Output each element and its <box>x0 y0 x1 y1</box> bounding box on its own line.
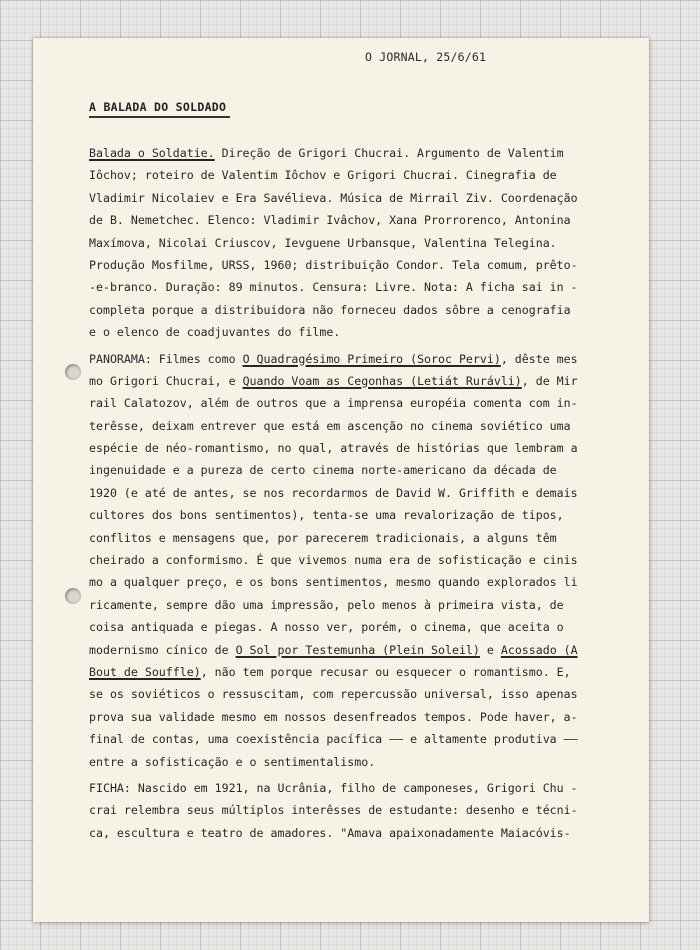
text-line <box>89 571 649 593</box>
text-segment: completa porque a distribuidora não forneceu dados sôbre a cenografia <box>89 302 571 317</box>
text-line <box>89 751 649 773</box>
text-line <box>89 209 649 231</box>
text-line <box>89 187 649 209</box>
punch-hole <box>65 588 81 604</box>
text-line <box>89 370 649 392</box>
text-segment: Direção de Grigori Chucrai. Argumento de Valentim <box>214 146 564 160</box>
underlined-text: O Quadragésimo Primeiro (Soroc Pervi) <box>242 351 501 366</box>
text-line <box>89 232 649 254</box>
text-segment: prova sua validade mesmo em nossos desenfreados tempos. Pode haver, a- <box>89 709 578 724</box>
text-segment: terêsse, deixam entrever que está em ascenção no cinema soviético uma <box>89 418 571 433</box>
text-segment: , de Mir <box>521 373 578 388</box>
text-segment: conflitos e mensagens que, por parecerem tradicionais, a alguns têm <box>89 530 557 545</box>
newspaper-date: O JORNAL, 25/6/61 <box>365 50 487 64</box>
text-line <box>89 822 649 844</box>
text-line <box>89 437 649 459</box>
text-segment: ingenuidade e a pureza de certo cinema norte-americano da década de <box>89 463 557 478</box>
text-segment: modernismo cínico de <box>89 642 236 657</box>
text-segment: final de contas, uma coexistência pacífica —— e altamente produtiva —— <box>89 732 578 747</box>
underlined-text: Balada o Soldatie. <box>89 146 215 160</box>
text-line <box>89 142 649 164</box>
text-segment: crai relembra seus múltiplos interêsses de estudante: desenho e técni- <box>89 803 578 818</box>
text-line <box>89 594 649 616</box>
text-segment: , dêste mes <box>500 351 578 366</box>
underlined-text: Quando Voam as Cegonhas (Letiát Rurávli) <box>242 373 522 388</box>
document-page <box>33 38 649 922</box>
text-line <box>89 799 649 821</box>
text-line <box>89 549 649 571</box>
text-line <box>89 504 649 526</box>
text-segment: Maxímova, Nicolai Criuscov, Ievguene Urbansque, Valentina Telegina. <box>89 235 557 250</box>
paragraph <box>89 142 649 344</box>
paragraph <box>89 348 649 773</box>
text-segment: mo Grigori Chucrai, e <box>89 373 243 388</box>
text-line <box>89 683 649 705</box>
text-line <box>89 299 649 321</box>
text-line <box>89 616 649 638</box>
text-segment: ricamente, sempre dão uma impressão, pelo menos à primeira vista, de <box>89 597 564 612</box>
text-line <box>89 392 649 414</box>
text-segment: cultores dos bons sentimentos), tenta-se uma revalorização de tipos, <box>89 508 564 523</box>
text-segment: FICHA: Nascido em 1921, na Ucrânia, filho de camponeses, Grigori Chu - <box>89 780 578 795</box>
underlined-text: Bout de Souffle) <box>89 664 201 679</box>
text-segment: ca, escultura e teatro de amadores. "Amava apaixonadamente Maiacóvis- <box>89 825 571 840</box>
text-line <box>89 527 649 549</box>
text-segment: entre a sofisticação e o sentimentalismo. <box>89 754 376 769</box>
text-segment: Produção Mosfilme, URSS, 1960; distribuição Condor. Tela comum, prêto- <box>89 257 578 272</box>
article-body <box>89 142 649 844</box>
text-segment: Iôchov; roteiro de Valentim Iôchov e Grigori Chucrai. Cinegrafia de <box>89 168 557 183</box>
underlined-text: O Sol por Testemunha (Plein Soleil) <box>235 642 480 657</box>
underlined-text: Acossado (A <box>500 642 578 657</box>
text-line <box>89 276 649 298</box>
text-segment: e o elenco de coadjuvantes do filme. <box>89 325 341 340</box>
text-segment: mo a qualquer preço, e os bons sentimentos, mesmo quando explorados li <box>89 575 578 590</box>
text-line <box>89 415 649 437</box>
text-segment: e <box>479 642 501 657</box>
text-segment: cheirado a conformismo. É que vivemos numa era de sofisticação e cinis <box>89 553 578 568</box>
paragraph <box>89 777 649 844</box>
text-segment: rail Calatozov, além de outros que a imprensa européia comenta com in- <box>89 396 578 411</box>
text-segment: coisa antiquada e piegas. A nosso ver, porém, o cinema, que aceita o <box>89 620 564 635</box>
text-line <box>89 164 649 186</box>
text-segment: se os soviéticos o ressuscitam, com repercussão universal, isso apenas <box>89 687 578 702</box>
text-segment: -e-branco. Duração: 89 minutos. Censura: Livre. Nota: A ficha sai in - <box>89 280 578 295</box>
text-line <box>89 728 649 750</box>
text-line <box>89 639 649 661</box>
text-line <box>89 348 649 370</box>
page-title: A BALADA DO SOLDADO <box>89 100 227 114</box>
text-line <box>89 706 649 728</box>
text-segment: 1920 (e até de antes, se nos recordarmos de David W. Griffith e demais <box>89 485 578 500</box>
text-segment: espécie de néo-romantismo, no qual, através de histórias que lembram a <box>89 441 578 456</box>
text-line <box>89 459 649 481</box>
text-segment: , não tem porque recusar ou esquecer o romantismo. E, <box>200 664 571 679</box>
text-line <box>89 482 649 504</box>
text-line <box>89 661 649 683</box>
text-segment: Vladimir Nicolaiev e Era Savélieva. Música de Mirrail Ziv. Coordenação <box>89 190 578 205</box>
text-line <box>89 777 649 799</box>
text-line <box>89 254 649 276</box>
text-segment: de B. Nemetchec. Elenco: Vladimir Ivâchov, Xana Prorrorenco, Antonina <box>89 213 571 228</box>
text-segment: PANORAMA: Filmes como <box>89 351 243 366</box>
text-line <box>89 321 649 343</box>
punch-hole <box>65 364 81 380</box>
